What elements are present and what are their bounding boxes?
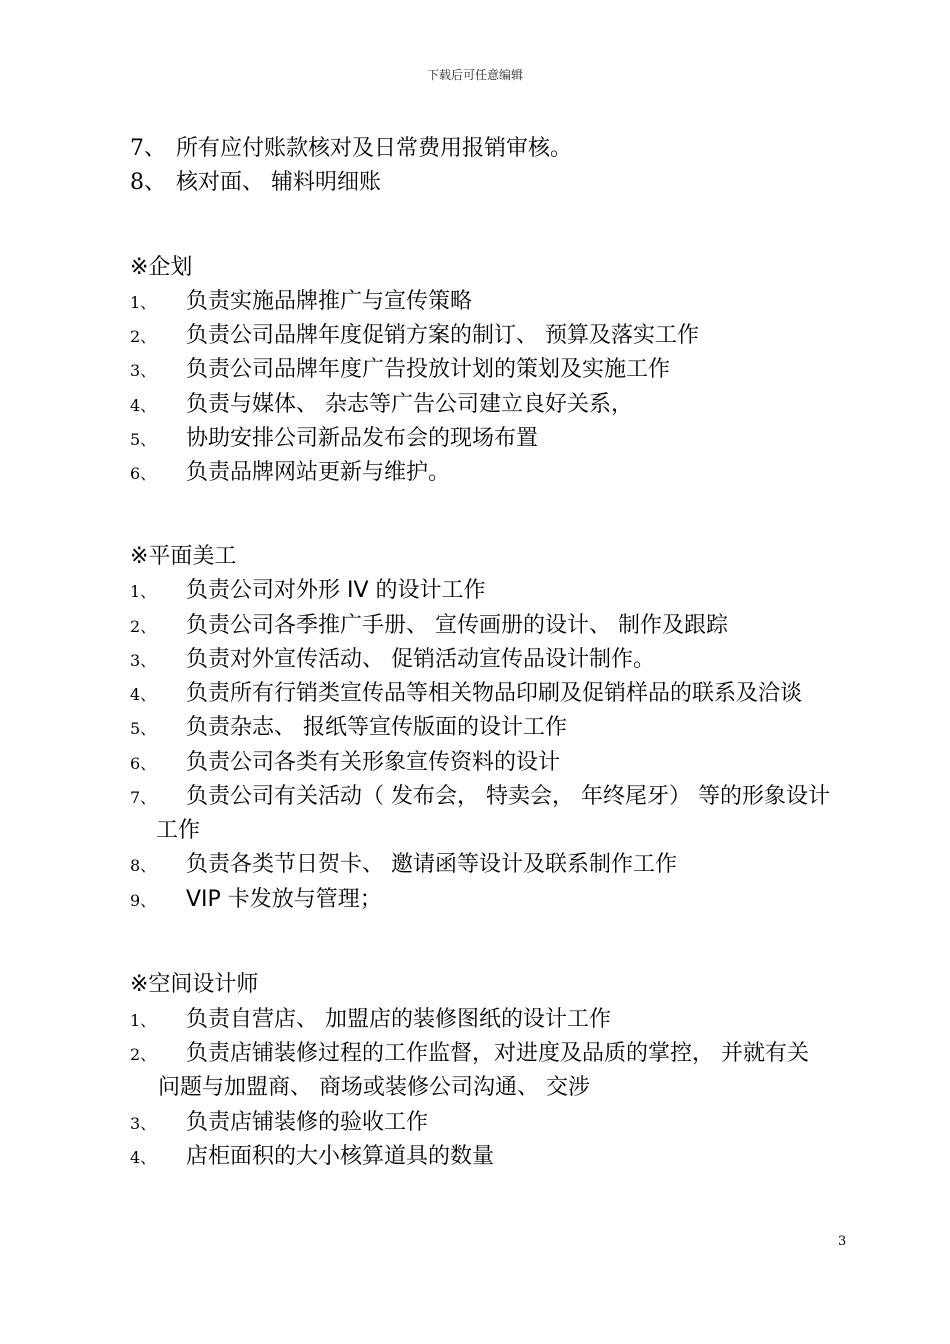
item-number: 3、: [130, 651, 157, 670]
item-text: 负责杂志、 报纸等宣传版面的设计工作: [186, 715, 567, 740]
list-item: [130, 850, 677, 881]
item-text: 负责公司各类有关形象宣传资料的设计: [186, 750, 561, 775]
item-text: 负责实施品牌推广与宣传策略: [186, 289, 473, 314]
item-text: 负责自营店、 加盟店的装修图纸的设计工作: [186, 1007, 611, 1032]
item-number: 2、: [130, 617, 157, 636]
item-number: 1、: [130, 582, 157, 601]
item-text: 负责所有行销类宣传品等相关物品印刷及促销样品的联系及洽谈: [186, 681, 803, 706]
list-item: [130, 1005, 611, 1036]
item-text: 负责公司各季推广手册、 宣传画册的设计、 制作及跟踪: [186, 613, 728, 638]
item-text: 负责与媒体、 杂志等广告公司建立良好关系，: [186, 392, 633, 417]
list-item: [130, 1039, 809, 1070]
list-item: [130, 645, 655, 676]
list-item: [130, 390, 633, 421]
list-item: [130, 611, 728, 642]
item-number: 7、: [130, 788, 157, 807]
item-text: 店柜面积的大小核算道具的数量: [186, 1144, 495, 1169]
item-text: 核对面、 辅料明细账: [176, 170, 381, 195]
item-number: 2、: [130, 1045, 157, 1064]
item-number: 4、: [130, 1148, 157, 1167]
list-item: [130, 134, 572, 164]
item-number: 2、: [130, 327, 157, 346]
list-item: [130, 287, 472, 318]
item-number: 3、: [130, 1114, 157, 1133]
list-item: [130, 748, 560, 779]
item-number: 4、: [130, 396, 157, 415]
item-number: 7、: [130, 136, 166, 161]
item-text: 负责公司对外形 IV 的设计工作: [186, 578, 486, 603]
list-item: [130, 713, 567, 744]
item-number: 8、: [130, 856, 157, 875]
item-number: 1、: [130, 293, 157, 312]
item-text: 负责各类节日贺卡、 邀请函等设计及联系制作工作: [186, 852, 677, 877]
item-text: 负责公司品牌年度广告投放计划的策划及实施工作: [186, 357, 671, 382]
list-item: [130, 355, 670, 386]
list-item: [130, 782, 830, 813]
list-item: [130, 1142, 494, 1173]
list-item: [130, 168, 381, 198]
item-text: 负责品牌网站更新与维护。: [186, 460, 451, 485]
item-number: 3、: [130, 361, 157, 380]
list-item: [130, 424, 538, 455]
section-title-space-designer: ※空间设计师: [130, 972, 259, 997]
item-number: 9、: [130, 891, 157, 910]
item-number: 6、: [130, 464, 157, 483]
item-number: 1、: [130, 1011, 157, 1030]
item-text: 负责公司品牌年度促销方案的制订、 预算及落实工作: [186, 323, 699, 348]
item-text: 负责店铺装修的验收工作: [186, 1110, 429, 1135]
list-item: [130, 1108, 428, 1139]
list-item-continuation: 问题与加盟商、 商场或装修公司沟通、 交涉: [158, 1075, 590, 1100]
item-number: 8、: [130, 170, 166, 195]
page-header: 下载后可任意编辑: [426, 68, 523, 82]
list-item: [130, 576, 486, 607]
item-text: 协助安排公司新品发布会的现场布置: [186, 426, 539, 451]
item-text: VIP 卡发放与管理；: [186, 887, 382, 912]
list-item: [130, 458, 450, 489]
item-number: 4、: [130, 685, 157, 704]
page-number: 3: [838, 1234, 847, 1249]
section-title-planning: ※企划: [130, 255, 193, 280]
item-text: 负责对外宣传活动、 促销活动宣传品设计制作。: [186, 647, 655, 672]
item-number: 5、: [130, 430, 157, 449]
item-text: 负责公司有关活动（ 发布会， 特卖会， 年终尾牙） 等的形象设计: [186, 784, 830, 809]
section-title-graphic-design: ※平面美工: [130, 544, 237, 569]
item-text: 所有应付账款核对及日常费用报销审核。: [176, 136, 573, 161]
item-text: 负责店铺装修过程的工作监督，对进度及品质的掌控， 并就有关: [186, 1041, 809, 1066]
list-item: [130, 679, 802, 710]
list-item: [130, 321, 699, 352]
item-number: 6、: [130, 754, 157, 773]
item-number: 5、: [130, 719, 157, 738]
list-item: [130, 885, 382, 916]
list-item-continuation: 工作: [156, 818, 201, 843]
